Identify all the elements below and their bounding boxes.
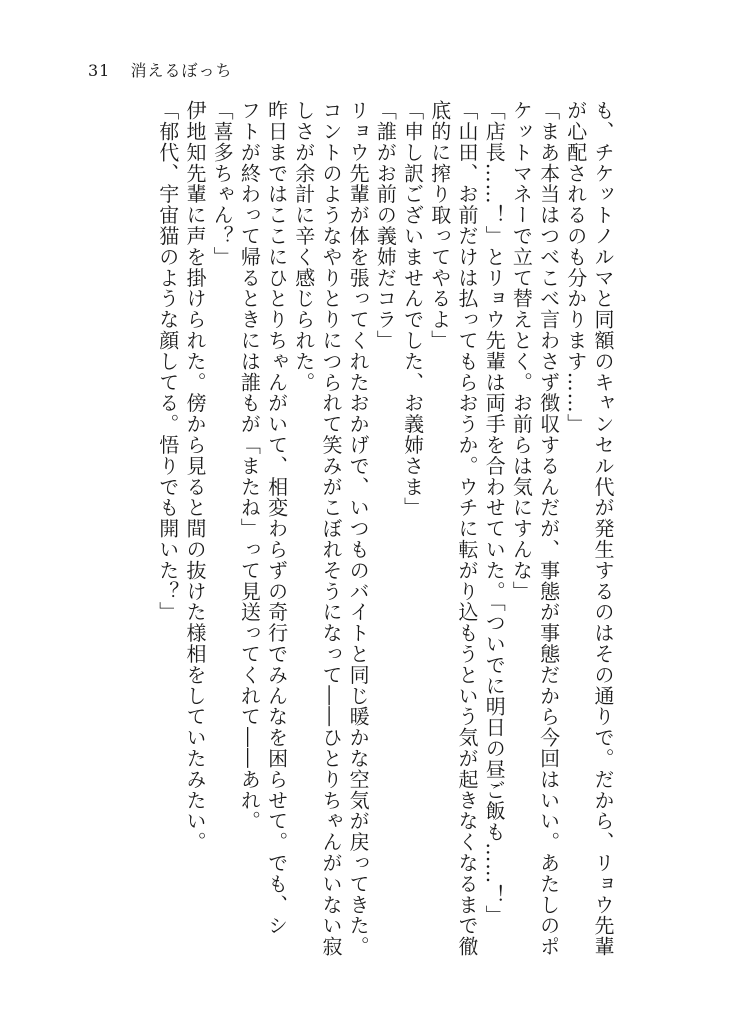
text-line: ケットマネーで立て替えとく。お前らは気にすんな」 (509, 100, 534, 602)
text-line: フトが終わって帰るときには誰もが「またね」って見送ってくれて――あれ。 (237, 100, 262, 832)
text-line: しさが余計に辛く感じられた。 (291, 100, 316, 393)
text-line: コントのようなやりとりにつられて笑みがこぼれそうになって――ひとりちゃんがいない寂 (318, 100, 343, 957)
page-number: 31 (88, 61, 111, 80)
text-line: 「申し訳ございませんでした、お義姉さま」 (400, 100, 425, 518)
text-line: リョウ先輩が体を張ってくれたおかげで、いつものバイトと同じ暖かな空気が戻ってきた。 (346, 100, 371, 957)
text-line: 底的に搾り取ってやるよ」 (427, 100, 452, 351)
text-line: 「誰がお前の義姉だコラ」 (373, 100, 398, 351)
text-line: 伊地知先輩に声を掛けられた。傍から見ると間の抜けた様相をしていたみたい。 (182, 100, 207, 853)
text-line: が心配されるのも分かります……」 (563, 100, 588, 435)
running-title: 消えるぼっち (130, 61, 233, 80)
text-line: 昨日まではここにひとりちゃんがいて、相変わらずの奇行でみんなを困らせて。でも、シ (264, 100, 289, 936)
text-line: 「喜多ちゃん？」 (210, 100, 235, 268)
text-line: 「店長……！」とリョウ先輩は両手を合わせていた。「ついでに明日の昼ご飯も……！」 (482, 100, 507, 926)
body-text (76, 100, 616, 990)
text-line: 「まあ本当はつべこべ言わさず徴収するんだが、事態が事態だから今回はいい。あたしのポ (536, 100, 561, 957)
text-line: も、チケットノルマと同額のキャンセル代が発生するのはその通りで。だから、リョウ先輩 (591, 100, 615, 957)
text-line: 「山田、お前だけは払ってもらおうか。ウチに転がり込もうという気が起きなくなるまで徹 (454, 100, 479, 957)
text-line: 「郁代、宇宙猫のような顔してる。悟りでも開いた？」 (155, 100, 180, 623)
page-header (88, 58, 232, 81)
